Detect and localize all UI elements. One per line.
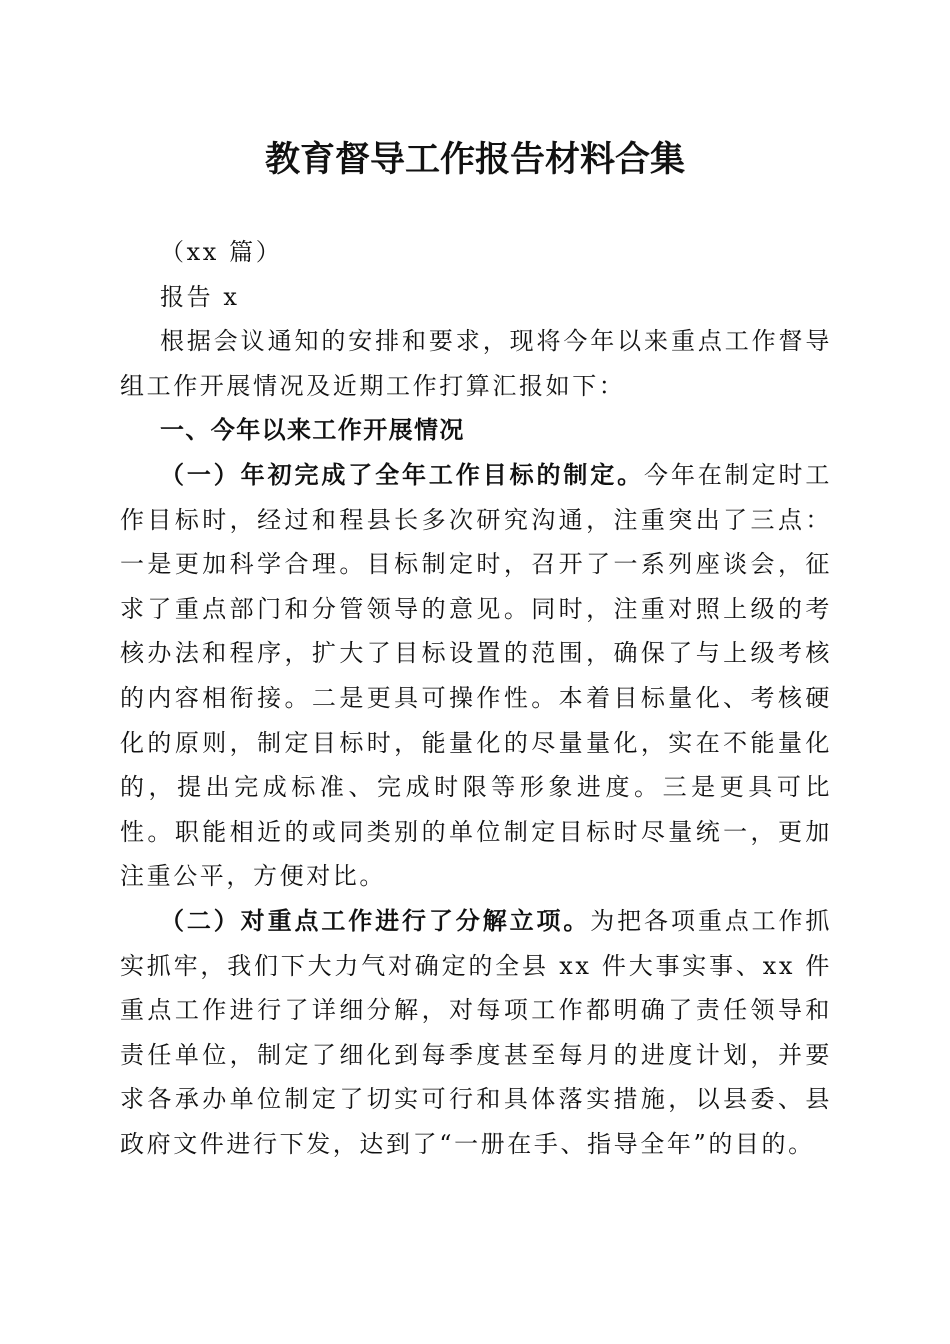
- document-body: [120, 230, 832, 1166]
- item-paragraph-2: [120, 899, 832, 1167]
- series-count: （xx 篇）: [160, 238, 283, 266]
- item-1-lead: （一）年初完成了全年工作目标的制定。: [160, 459, 645, 489]
- report-label: 报告 x: [160, 282, 240, 311]
- section-heading: 一、今年以来工作开展情况: [160, 416, 465, 445]
- item-2-text: 为把各项重点工作抓实抓牢，我们下大力气对确定的全县 xx 件大事实事、xx 件重点工作进行了详细分解，对每项工作都明确了责任领导和责任单位，制定了细化到每季度甚至每月的进度计划，并要求各承办单位制定了切实可行和具体落实措施，以县委、县政府文件进行下发，达到了“一册在手、指导全年”的目的。: [120, 906, 832, 1158]
- intro-paragraph: 根据会议通知的安排和要求，现将今年以来重点工作督导组工作开展情况及近期工作打算汇报如下：: [120, 327, 832, 400]
- document-title: 教育督导工作报告材料合集: [264, 139, 685, 180]
- item-2-lead: （二）对重点工作进行了分解立项。: [160, 905, 591, 935]
- item-1-text: 今年在制定时工作目标时，经过和程县长多次研究沟通，注重突出了三点：一是更加科学合理。目标制定时，召开了一系列座谈会，征求了重点部门和分管领导的意见。同时，注重对照上级的考核办法和程序，扩大了目标设置的范围，确保了与上级考核的内容相衔接。二是更具可操作性。本着目标量化、考核硬化的原则，制定目标时，能量化的尽量量化，实在不能量化的，提出完成标准、完成时限等形象进度。三是更具可比性。职能相近的或同类别的单位制定目标时尽量统一，更加注重公平，方便对比。: [120, 460, 832, 891]
- item-paragraph-1: [120, 453, 832, 899]
